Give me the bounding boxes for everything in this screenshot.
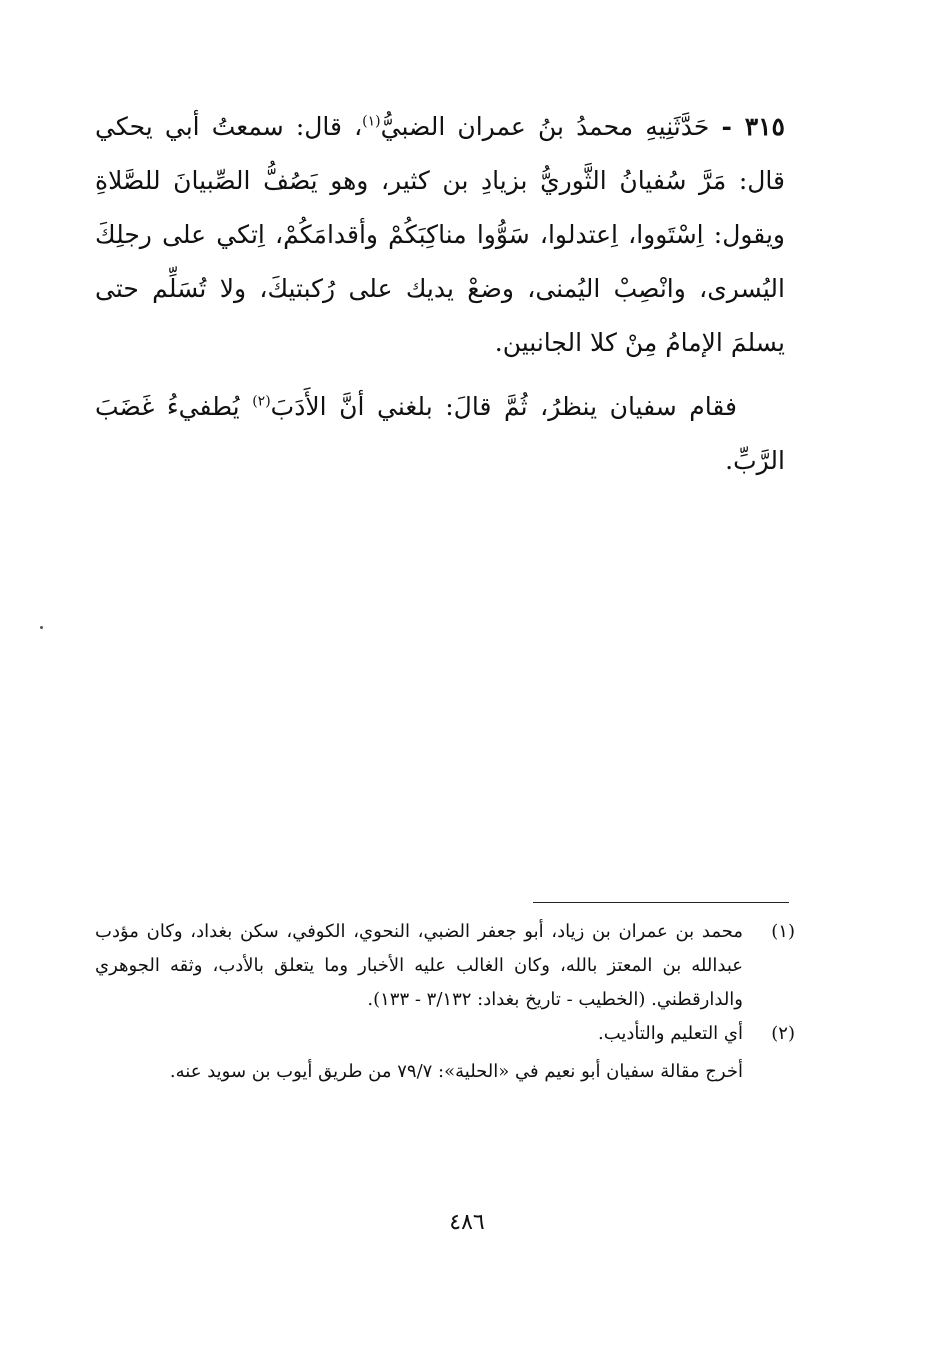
narration-opening: حَدَّثَنِيهِ محمدُ بنُ عمران الضبيُّ (380, 112, 710, 141)
scan-speck (40, 626, 43, 629)
footnote-2-text: أي التعليم والتأديب. (597, 1023, 743, 1044)
footnote-2-marker: (٢) (771, 1023, 795, 1044)
hadith-paragraph-1 (95, 100, 785, 370)
footnote-ref-2[interactable]: (٢) (252, 393, 271, 410)
hadith-paragraph-2 (95, 380, 785, 488)
footnote-divider (533, 902, 789, 903)
page-number: ٤٨٦ (449, 1210, 485, 1235)
footnote-ref-1[interactable]: (١) (362, 113, 381, 130)
narration-conclusion: فقام سفيان ينظرُ، ثُمَّ قالَ: بلغني أنَّ الأَدَبَ (270, 392, 737, 421)
footnote-1 (95, 915, 795, 1017)
narration-body: ، قال: سمعتُ أبي يحكي قال: مَرَّ سُفيانُ الثَّوريُّ بزيادِ بن كثير، وهو يَصُفُّ الصِّبيانَ للصَّلاةِ ويقول: اِسْتَووا، اِعتدلوا، سَوُّوا مناكِبَكُمْ وأقدامَكُمْ، اِتكي على رجلِكَ اليُسرى، وانْصِبْ اليُمنى، وضعْ يديك على رُكبتيكَ، ولا تُسَلِّم حتى يسلمَ الإمامُ مِنْ كلا الجانبين. (95, 112, 785, 357)
narration-conclusion-end: يُطفيءُ غَضَبَ الرَّبِّ. (95, 392, 785, 475)
footnote-1-marker: (١) (771, 921, 795, 942)
footnote-1-text: محمد بن عمران بن زياد، أبو جعفر الضبي، النحوي، الكوفي، سكن بغداد، وكان مؤدب عبدالله بن المعتز بالله، وكان الغالب عليه الأخبار وما يتعلق بالأدب، وثقه الجوهري والدارقطني. (الخطيب - تاريخ بغداد: ٣/١٣٢ - ١٣٣). (95, 921, 743, 1010)
hadith-number: ٣١٥ - (721, 112, 785, 141)
footnote-2 (95, 1017, 795, 1051)
takhrij-note: أخرج مقالة سفيان أبو نعيم في «الحلية»: ٧٩/٧ من طريق أيوب بن سويد عنه. (169, 1061, 743, 1082)
footnotes-block (95, 915, 795, 1089)
main-text-block (95, 100, 785, 488)
